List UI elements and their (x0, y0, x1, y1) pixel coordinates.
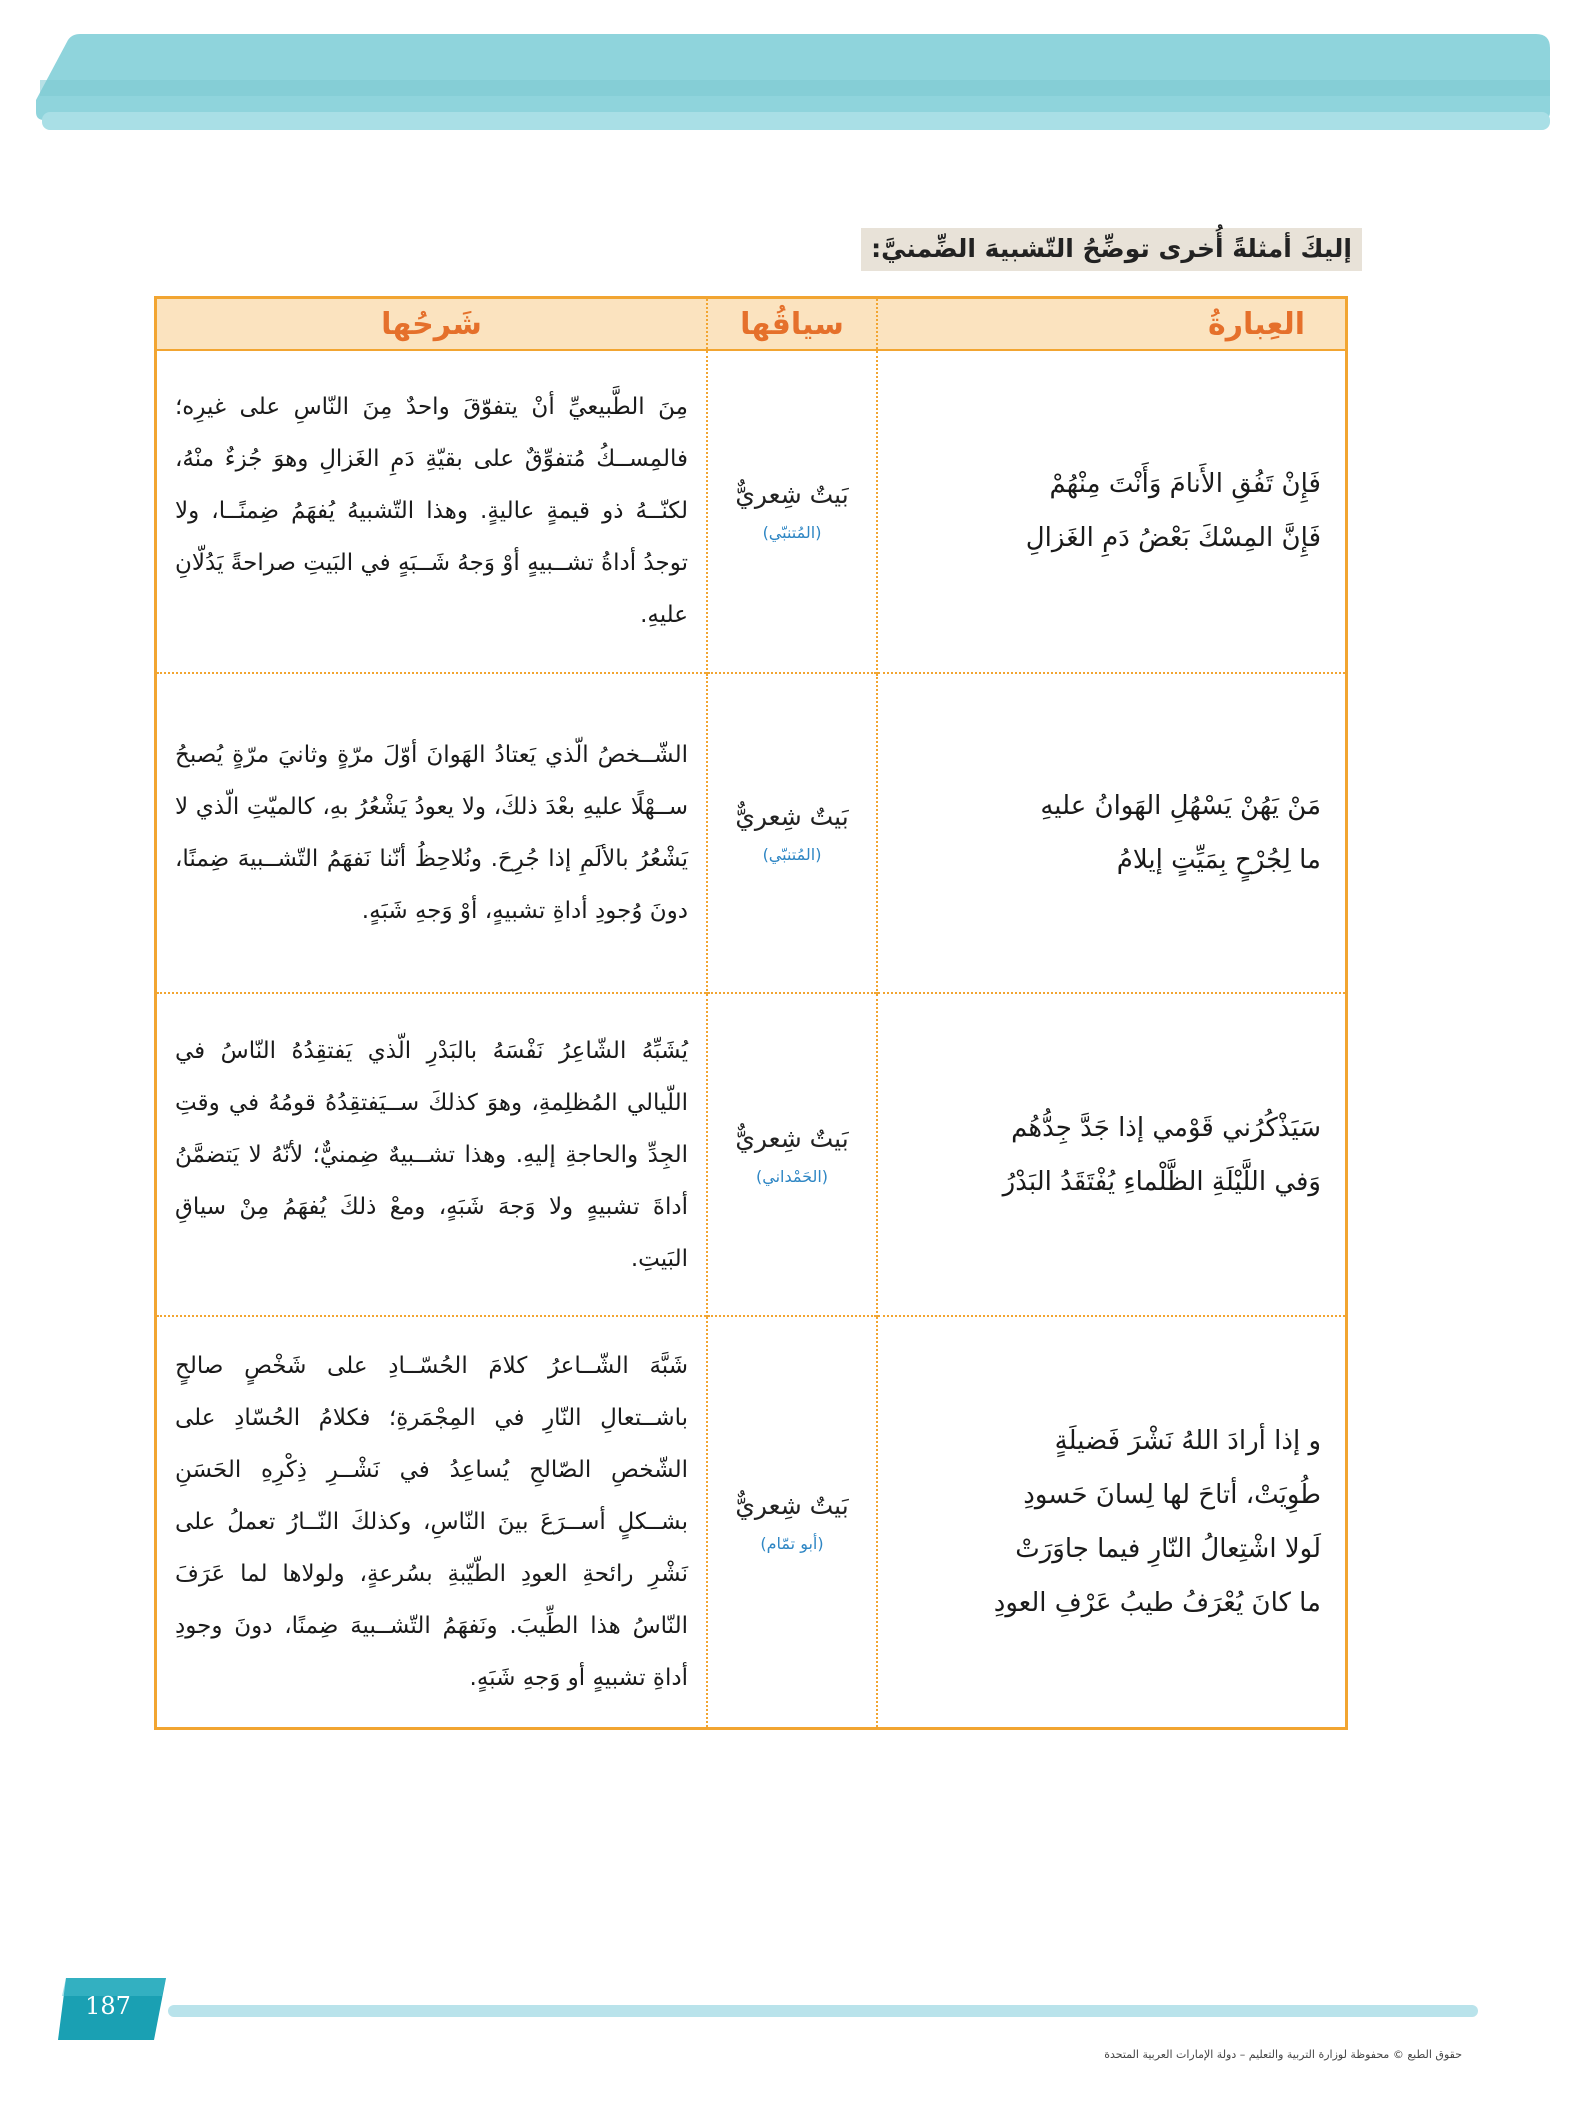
context-label: بَيتٌ شِعريٌّ (735, 1491, 849, 1521)
examples-table (154, 296, 1348, 1730)
context-cell (707, 350, 877, 673)
verse-line: فَإِنْ تَفُقِ الأَنامَ وَأَنْتَ مِنْهُمْ (1049, 469, 1321, 500)
table-row (157, 1316, 1345, 1727)
context-label: بَيتٌ شِعريٌّ (735, 802, 849, 832)
table-row (157, 993, 1345, 1316)
page-number: 187 (85, 1992, 131, 2020)
poet-name: (المُتنبّي) (762, 523, 822, 543)
table-row (157, 350, 1345, 673)
explanation-cell (157, 350, 707, 673)
header-context: سياقُها (707, 299, 877, 350)
context-cell (707, 993, 877, 1316)
verse-line: لَولا اشْتِعالُ النّارِ فيما جاوَرَتْ (1015, 1534, 1321, 1565)
table-header-row (157, 299, 1345, 350)
explanation-cell (157, 1316, 707, 1727)
poet-name: (أبو تمّام) (760, 1534, 824, 1554)
verse-line: طُوِيَتْ، أتاحَ لها لِسانَ حَسودِ (1023, 1480, 1321, 1511)
verse-cell (877, 673, 1345, 994)
poet-name: (المُتنبّي) (762, 845, 822, 865)
verse-line: وَفي اللَّيْلَةِ الظَّلْماءِ يُفْتَقَدُ البَدْرُ (1002, 1166, 1321, 1197)
verse-line: فَإِنَّ المِسْكَ بَعْضُ دَمِ الغَزالِ (1025, 523, 1321, 554)
header-phrase: العِبارةُ (877, 299, 1345, 350)
verse-line: سَيَذْكُرُني قَوْمي إذا جَدَّ جِدُّهُم (1011, 1112, 1321, 1143)
verse-line: و إذا أرادَ اللهُ نَشْرَ فَضيلَةٍ (1054, 1426, 1321, 1457)
top-decorative-band (36, 34, 1550, 132)
explanation-text: شَبَّهَ الشّــاعرُ كلامَ الحُسّــادِ على شَخْصٍ صالحٍ باشــتعالِ النّارِ في المِجْمَرةِ؛ فكلامُ الحُسّادِ على الشّخصِ الصّالحِ يُساعِدُ في نَشْــرِ ذِكْرِهِ الحَسَنِ بشــكلٍ أســرَعَ بينَ النّاسِ، وكذلكَ النّــارُ تعملُ على نَشْرِ رائحةِ العودِ الطّيّبةِ بسُرعةٍ، ولولاها لما عَرَفَ النّاسُ هذا الطِّيبَ. ونَفهَمُ التّشــبيهَ ضِمنًا، دونَ وجودِ أداةِ تشبيهٍ أو وَجهِ شَبَهٍ. (175, 1353, 688, 1692)
explanation-text: مِنَ الطَّبيعيِّ أنْ يتفوّقَ واحدٌ مِنَ النّاسِ على غيرِه؛ فالمِســكُ مُتفوِّقٌ على بقيّةِ دَمِ الغَزالِ وهوَ جُزءٌ منْهُ، لكنّــهُ ذو قيمةٍ عاليةٍ. وهذا التّشبيهُ يُفهَمُ ضِمنًــا، ولا توجدُ أداةُ تشــبيهٍ أوْ وَجهُ شَــبَهٍ في البَيتِ صراحةً يَدُلّانِ عليهِ. (175, 394, 688, 629)
intro-heading: إليكَ أمثلةً أُخرى توضِّحُ التّشبيهَ الضِّمنيَّ: (861, 228, 1362, 271)
verse-cell (877, 1316, 1345, 1727)
explanation-cell (157, 993, 707, 1316)
poet-name: (الحَمْداني) (755, 1166, 828, 1186)
table-row (157, 673, 1345, 994)
verse-cell (877, 350, 1345, 673)
explanation-cell (157, 673, 707, 994)
verse-line: ما لِجُرْحٍ بِمَيِّتٍ إيلامُ (1116, 845, 1321, 876)
verse-line: ما كانَ يُعْرَفُ طيبُ عَرْفِ العودِ (993, 1588, 1321, 1619)
footer-bar (168, 2005, 1478, 2017)
copyright-notice: حقوق الطبع © محفوظة لوزارة التربية والتعليم – دولة الإمارات العربية المتحدة (1104, 2048, 1462, 2061)
context-label: بَيتٌ شِعريٌّ (735, 1123, 849, 1153)
context-cell (707, 673, 877, 994)
context-label: بَيتٌ شِعريٌّ (735, 480, 849, 510)
verse-line: مَنْ يَهُنْ يَسْهُلِ الهَوانُ عليهِ (1040, 791, 1321, 822)
page-number-badge (58, 1978, 166, 2040)
header-explanation: شَرحُها (157, 299, 707, 350)
context-cell (707, 1316, 877, 1727)
explanation-text: الشّــخصُ الّذي يَعتادُ الهَوانَ أوّلَ مرّةٍ وثانيَ مرّةٍ يُصبحُ ســهْلًا عليهِ بعْدَ ذلكَ، ولا يعودُ يَشْعُرُ بهِ، كالميّتِ الّذي لا يَشْعُرُ بالألَمِ إذا جُرِحَ. ونُلاحِظُ أنّنا نَفهَمُ التّشــبيهَ ضِمنًا، دونَ وُجودِ أداةِ تشبيهٍ، أوْ وَجهِ شَبَهٍ. (175, 742, 688, 925)
verse-cell (877, 993, 1345, 1316)
explanation-text: يُشَبِّهُ الشّاعِرُ نَفْسَهُ بالبَدْرِ الّذي يَفتقِدُهُ النّاسُ في اللّيالي المُظلِمةِ، وهوَ كذلكَ ســيَفتقِدُهُ قومُهُ في وقتِ الجِدِّ والحاجةِ إليهِ. وهذا تشــبيهٌ ضِمنيٌّ؛ لأنّهُ لا يَتضمَّنُ أداةَ تشبيهٍ ولا وَجهَ شَبَهٍ، ومعْ ذلكَ يُفهَمُ مِنْ سياقِ البَيتِ. (175, 1037, 688, 1272)
